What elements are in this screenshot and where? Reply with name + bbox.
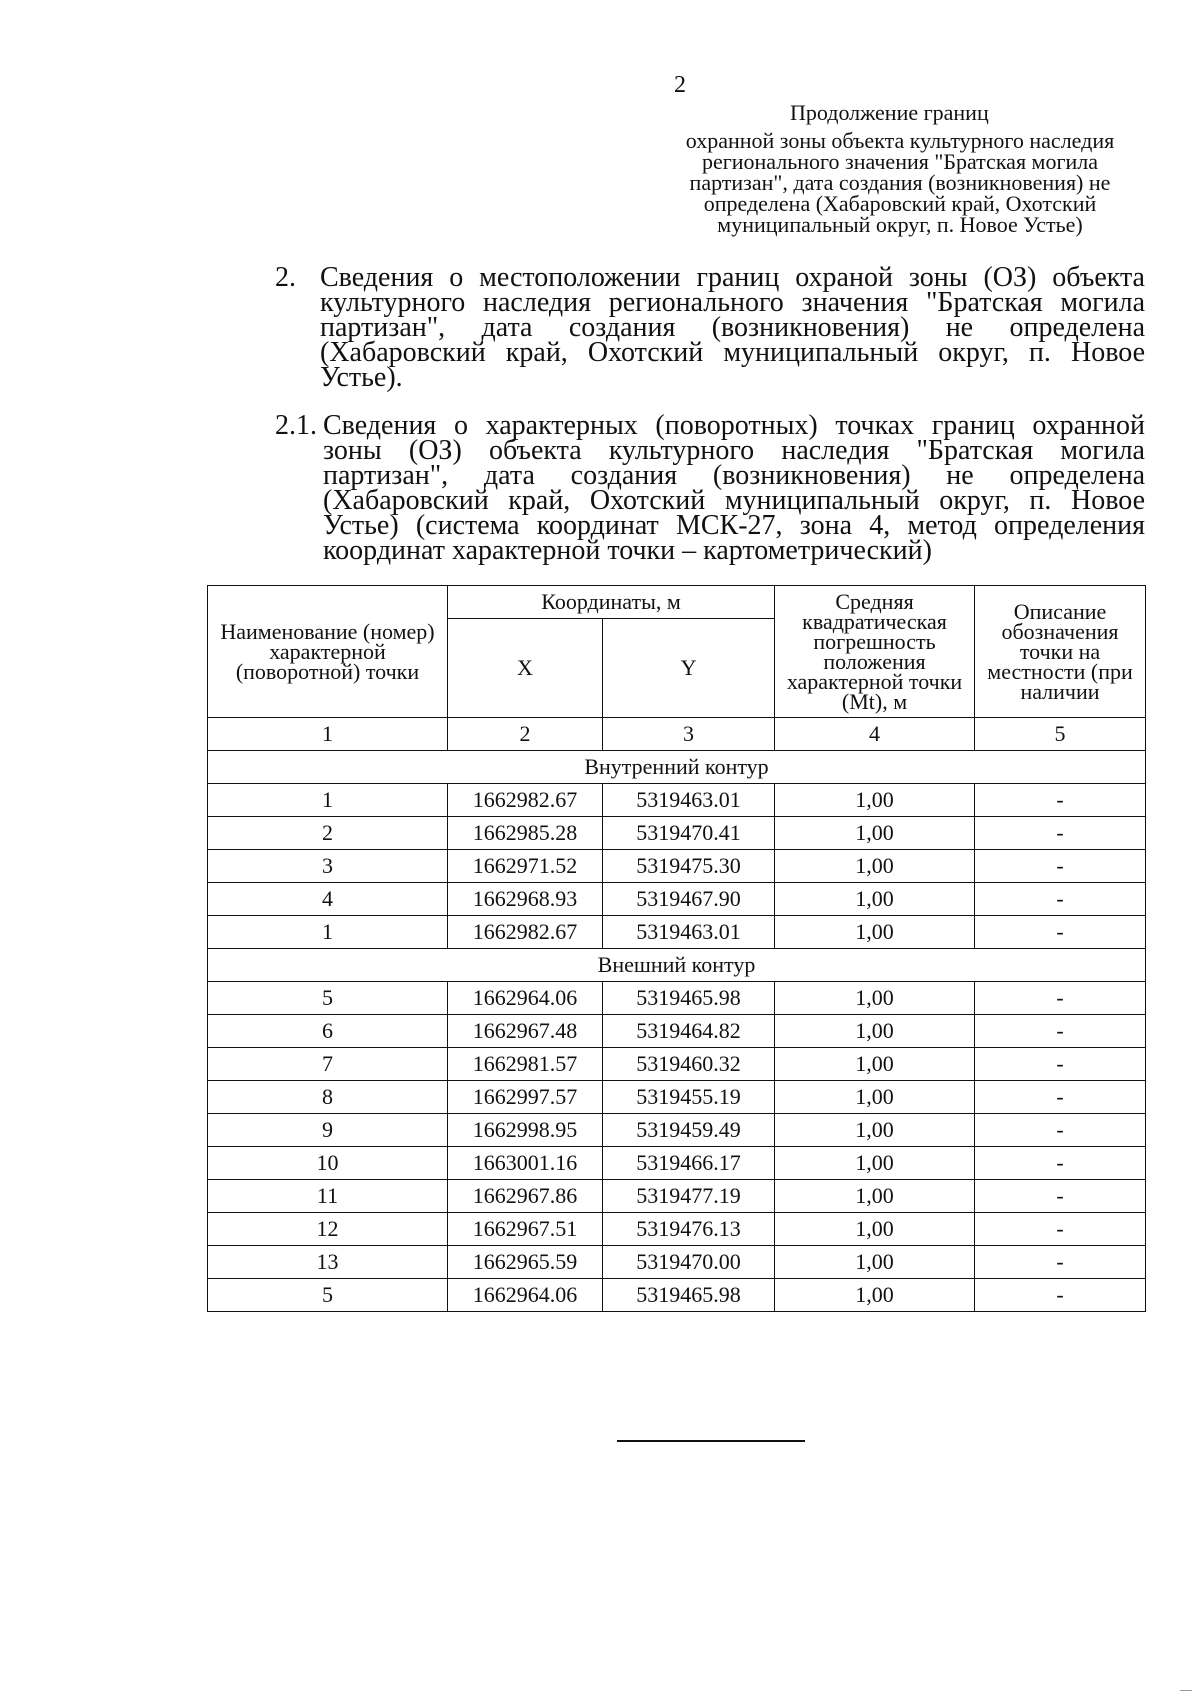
point-number-cell: 10 [208,1147,448,1180]
section-2 [275,262,1145,393]
x-coordinate-cell: 1662965.59 [448,1246,603,1279]
table-row [208,1279,1146,1312]
table-row [208,850,1146,883]
y-coordinate-cell: 5319470.00 [603,1246,775,1279]
y-coordinate-cell: 5319477.19 [603,1180,775,1213]
footer-separator-line [617,1440,805,1442]
table-row [208,784,1146,817]
section-2-1 [275,410,1145,566]
point-number-cell: 2 [208,817,448,850]
point-number-cell: 1 [208,784,448,817]
table-row [208,982,1146,1015]
x-coordinate-cell: 1662982.67 [448,784,603,817]
y-coordinate-cell: 5319465.98 [603,982,775,1015]
col-header-y: Y [603,619,775,718]
x-coordinate-cell: 1662968.93 [448,883,603,916]
y-coordinate-cell: 5319466.17 [603,1147,775,1180]
y-coordinate-cell: 5319475.30 [603,850,775,883]
x-coordinate-cell: 1662964.06 [448,982,603,1015]
description-cell: - [975,883,1146,916]
col-number: 4 [775,718,975,751]
point-number-cell: 6 [208,1015,448,1048]
col-number: 2 [448,718,603,751]
point-number-cell: 1 [208,916,448,949]
x-coordinate-cell: 1662971.52 [448,850,603,883]
col-header-mean-error: Средняя квадратическая погрешность положения характерной точки (Mt), м [775,586,975,718]
mean-error-cell: 1,00 [775,1081,975,1114]
page-number: 2 [674,72,686,98]
col-header-point-name: Наименование (номер) характерной (поворотной) точки [208,586,448,718]
section-2-text: Сведения о местоположении границ охраной зоны (ОЗ) объекта культурного наследия регионального значения "Братская могила партизан", дата создания (возникновения) не определена (Хабаровский край, Охотский муниципальный округ, п. Новое Устье). [320,262,1145,393]
y-coordinate-cell: 5319463.01 [603,916,775,949]
y-coordinate-cell: 5319467.90 [603,883,775,916]
inner-contour-title: Внутренний контур [208,751,1146,784]
x-coordinate-cell: 1663001.16 [448,1147,603,1180]
point-number-cell: 5 [208,1279,448,1312]
description-cell: - [975,916,1146,949]
section-2-1-text: Сведения о характерных (поворотных) точках границ охранной зоны (ОЗ) объекта культурного наследия "Братская могила партизан", дата создания (возникновения) не определена (Хабаровский край, Охотский муниципальный округ, п. Новое Устье) (система координат МСК-27, зона 4, метод определения координат характерной точки – картометрический) [323,410,1145,566]
description-cell: - [975,1213,1146,1246]
table-row [208,1147,1146,1180]
mean-error-cell: 1,00 [775,850,975,883]
header-block: охранной зоны объекта культурного наследия регионального значения "Братская могила партизан", дата создания (возникновения) не определена (Хабаровский край, Охотский муниципальный округ, п. Новое Устье) [685,128,1115,237]
mean-error-cell: 1,00 [775,982,975,1015]
table-row [208,1015,1146,1048]
description-cell: - [975,1015,1146,1048]
y-coordinate-cell: 5319460.32 [603,1048,775,1081]
description-cell: - [975,1279,1146,1312]
mean-error-cell: 1,00 [775,916,975,949]
mean-error-cell: 1,00 [775,817,975,850]
mean-error-cell: 1,00 [775,1213,975,1246]
table-row [208,1081,1146,1114]
y-coordinate-cell: 5319463.01 [603,784,775,817]
table-row [208,817,1146,850]
mean-error-cell: 1,00 [775,1180,975,1213]
coordinates-table [207,585,1146,1312]
table-row [208,1114,1146,1147]
table-row [208,1048,1146,1081]
x-coordinate-cell: 1662998.95 [448,1114,603,1147]
mean-error-cell: 1,00 [775,1147,975,1180]
point-number-cell: 9 [208,1114,448,1147]
point-number-cell: 8 [208,1081,448,1114]
mean-error-cell: 1,00 [775,1015,975,1048]
mean-error-cell: 1,00 [775,1279,975,1312]
x-coordinate-cell: 1662985.28 [448,817,603,850]
mean-error-cell: 1,00 [775,784,975,817]
table-row [208,949,1146,982]
point-number-cell: 3 [208,850,448,883]
description-cell: - [975,1147,1146,1180]
point-number-cell: 12 [208,1213,448,1246]
point-number-cell: 11 [208,1180,448,1213]
point-number-cell: 5 [208,982,448,1015]
description-cell: - [975,850,1146,883]
mean-error-cell: 1,00 [775,883,975,916]
description-cell: - [975,817,1146,850]
x-coordinate-cell: 1662982.67 [448,916,603,949]
y-coordinate-cell: 5319459.49 [603,1114,775,1147]
section-2-number: 2. [275,262,296,293]
outer-contour-title: Внешний контур [208,949,1146,982]
point-number-cell: 7 [208,1048,448,1081]
x-coordinate-cell: 1662967.48 [448,1015,603,1048]
description-cell: - [975,1180,1146,1213]
table-row [208,916,1146,949]
description-cell: - [975,982,1146,1015]
y-coordinate-cell: 5319476.13 [603,1213,775,1246]
mean-error-cell: 1,00 [775,1246,975,1279]
y-coordinate-cell: 5319455.19 [603,1081,775,1114]
y-coordinate-cell: 5319465.98 [603,1279,775,1312]
table-row [208,1246,1146,1279]
description-cell: - [975,1246,1146,1279]
description-cell: - [975,784,1146,817]
y-coordinate-cell: 5319464.82 [603,1015,775,1048]
point-number-cell: 13 [208,1246,448,1279]
section-2-1-number: 2.1. [275,410,317,441]
mean-error-cell: 1,00 [775,1048,975,1081]
scan-mark [1180,1690,1192,1691]
col-header-description: Описание обозначения точки на местности (при наличии [975,586,1146,718]
x-coordinate-cell: 1662981.57 [448,1048,603,1081]
col-header-coordinates: Координаты, м [448,586,775,619]
description-cell: - [975,1081,1146,1114]
col-header-x: X [448,619,603,718]
table-body [208,751,1146,1312]
col-number: 5 [975,718,1146,751]
mean-error-cell: 1,00 [775,1114,975,1147]
x-coordinate-cell: 1662997.57 [448,1081,603,1114]
y-coordinate-cell: 5319470.41 [603,817,775,850]
x-coordinate-cell: 1662967.86 [448,1180,603,1213]
point-number-cell: 4 [208,883,448,916]
table-row [208,1180,1146,1213]
x-coordinate-cell: 1662967.51 [448,1213,603,1246]
table-row [208,883,1146,916]
col-number: 3 [603,718,775,751]
x-coordinate-cell: 1662964.06 [448,1279,603,1312]
continuation-label: Продолжение границ [790,100,989,125]
table-row [208,1213,1146,1246]
description-cell: - [975,1114,1146,1147]
col-number: 1 [208,718,448,751]
description-cell: - [975,1048,1146,1081]
